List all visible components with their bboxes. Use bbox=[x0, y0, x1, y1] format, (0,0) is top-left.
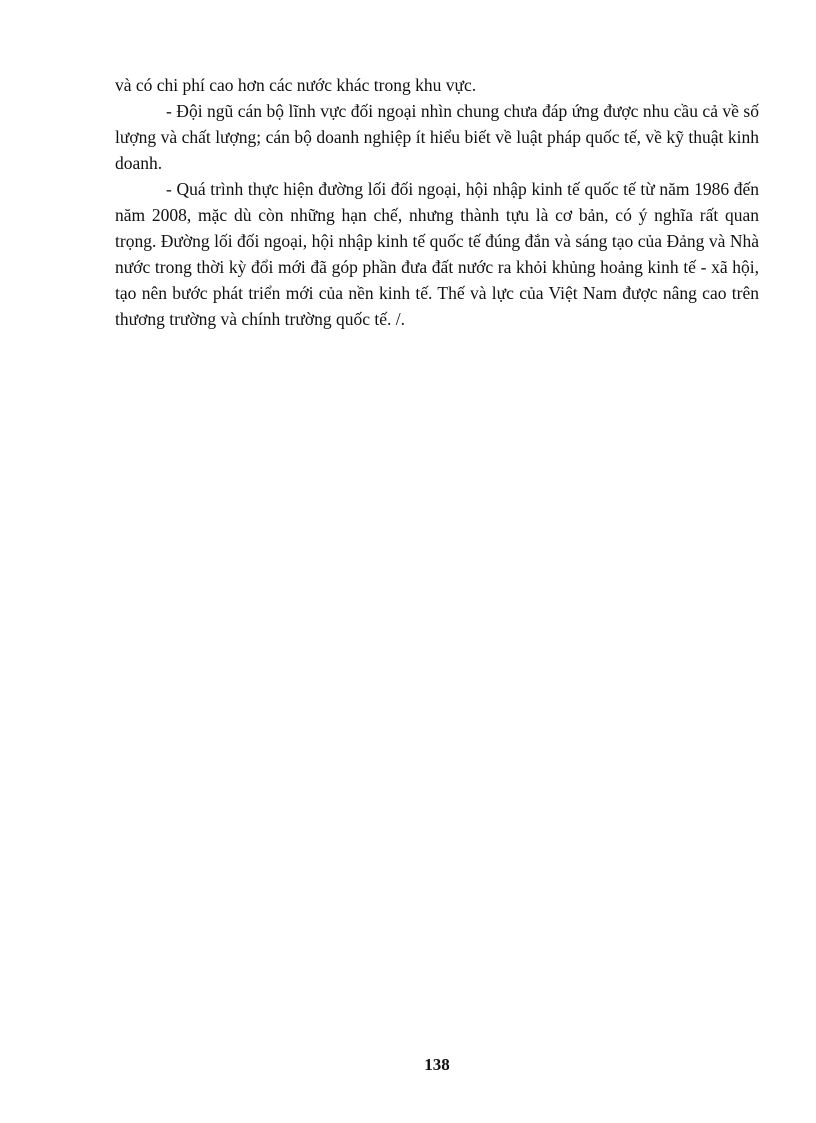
paragraph-conclusion: - Quá trình thực hiện đường lối đối ngoại, hội nhập kinh tế quốc tế từ năm 1986 đến năm 2008, mặc dù còn những hạn chế, nhưng thành tựu là cơ bản, có ý nghĩa rất quan trọng. Đường lối đối ngoại, hội nhập kinh tế quốc tế đúng đắn và sáng tạo của Đảng và Nhà nước trong thời kỳ đổi mới đã góp phần đưa đất nước ra khỏi khủng hoảng kinh tế - xã hội, tạo nên bước phát triển mới của nền kinh tế. Thế và lực của Việt Nam được nâng cao trên thương trường và chính trường quốc tế. /. bbox=[115, 179, 759, 329]
page-number: 138 bbox=[424, 1055, 450, 1074]
paragraph-staff-limitations: - Đội ngũ cán bộ lĩnh vực đối ngoại nhìn chung chưa đáp ứng được nhu cầu cả về số lượng và chất lượng; cán bộ doanh nghiệp ít hiểu biết về luật pháp quốc tế, về kỹ thuật kinh doanh. bbox=[115, 101, 759, 173]
paragraph-continuation: và có chi phí cao hơn các nước khác trong khu vực. bbox=[115, 75, 477, 95]
page-body bbox=[115, 72, 759, 332]
